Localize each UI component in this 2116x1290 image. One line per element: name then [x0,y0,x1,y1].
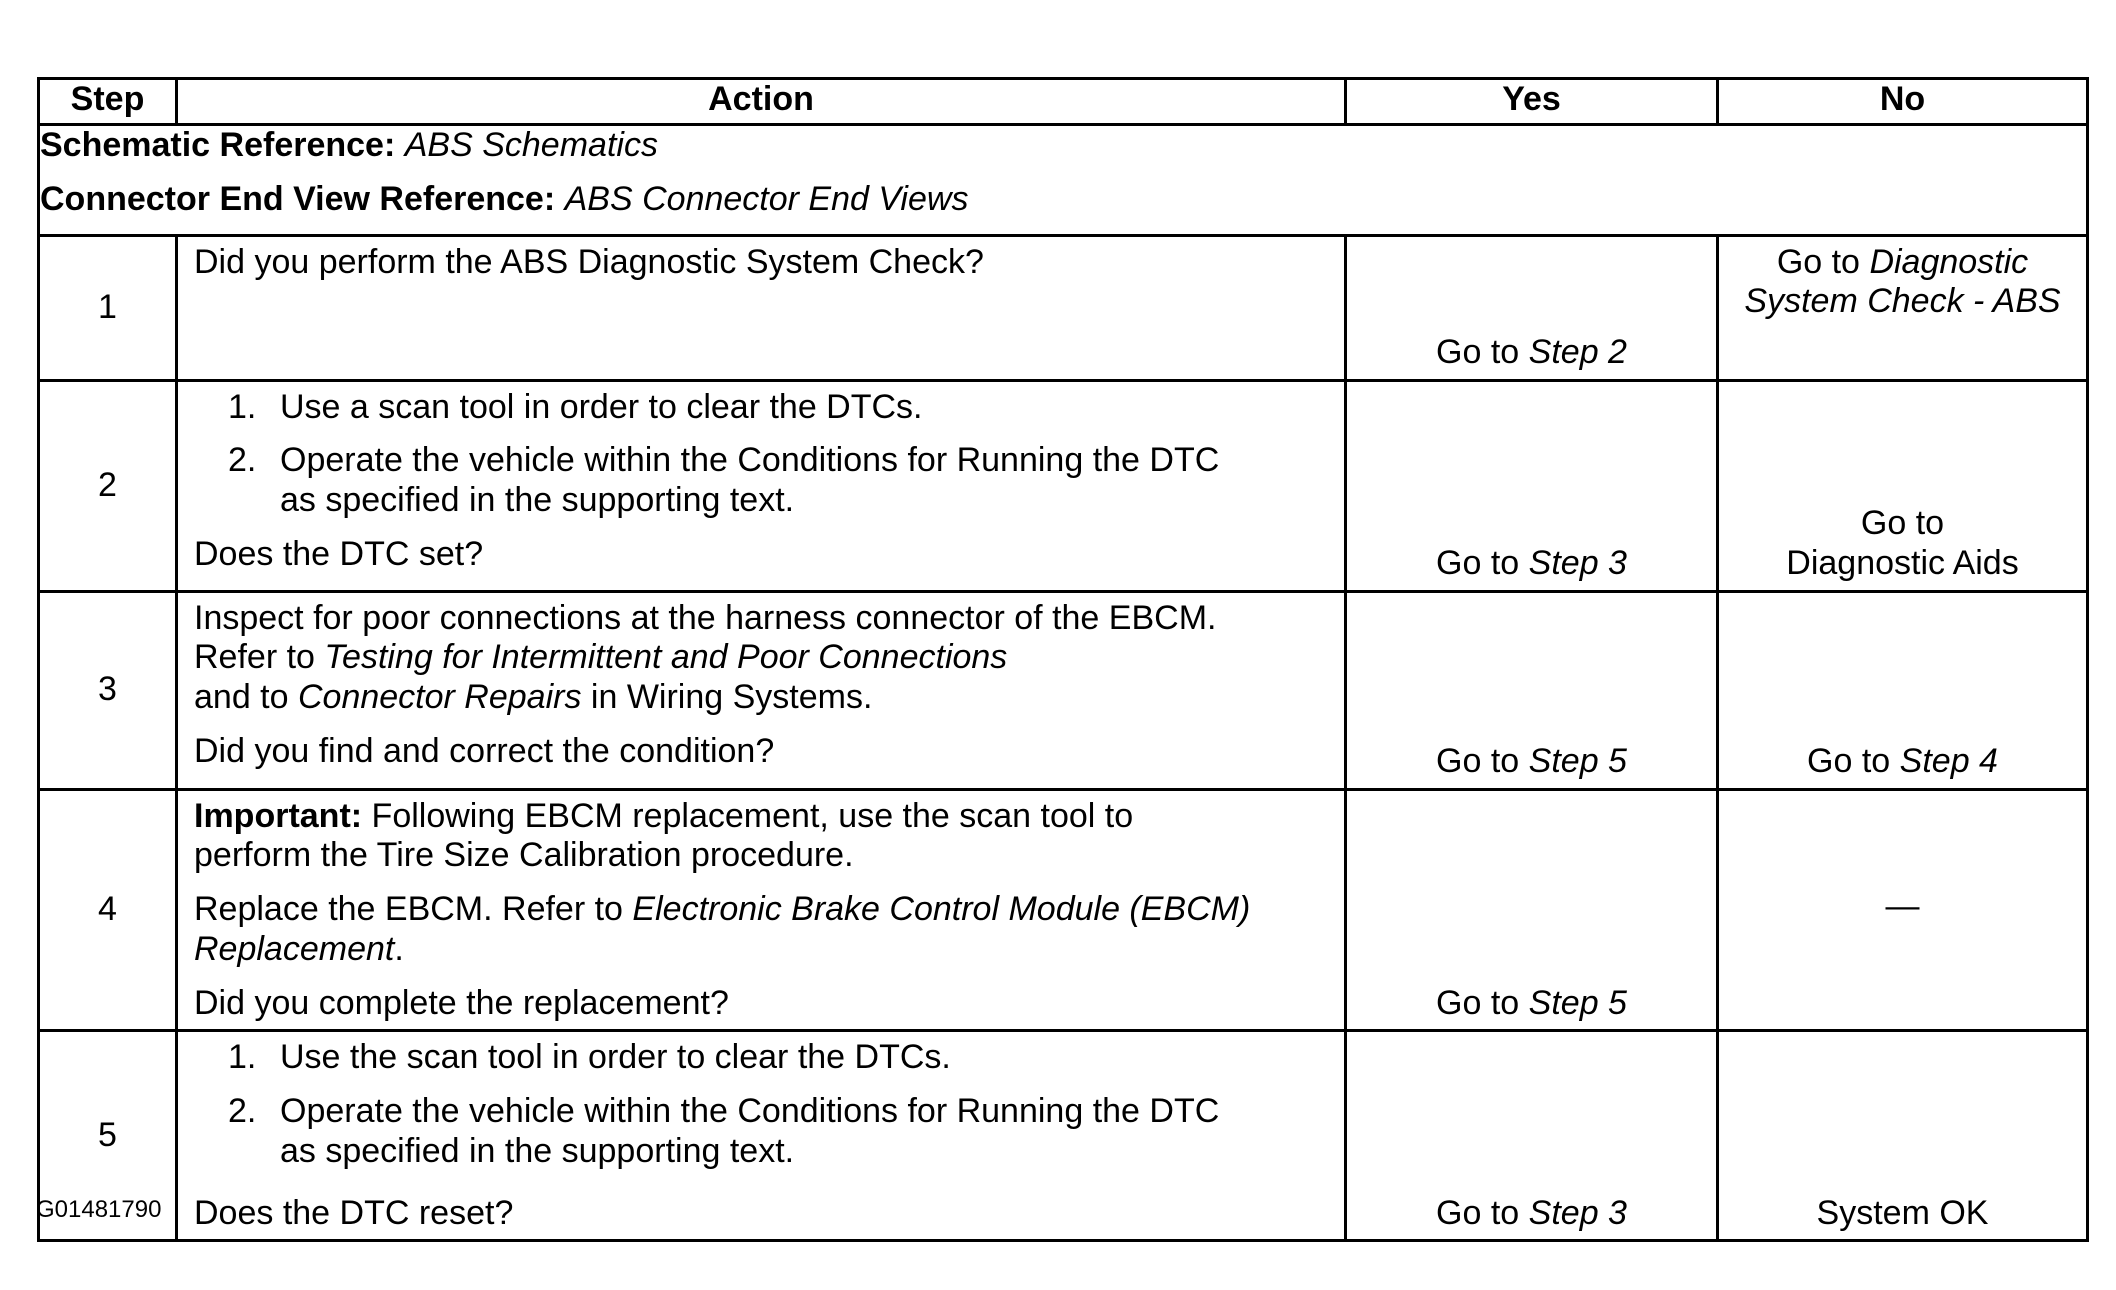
table-row [39,1031,2088,1241]
yes-prefix: Go to [1436,1193,1520,1232]
list-item-number: 2. [228,441,257,480]
list-item-text: Operate the vehicle within the Conditions for Running the DTC [280,441,1220,480]
yes-prefix: Go to [1436,332,1520,371]
list-item [194,388,1330,428]
question-text: Did you perform the ABS Diagnostic System Check? [194,242,984,281]
replace-prefix: Replace the EBCM. Refer to [194,890,623,929]
list-item [194,1038,1330,1078]
table-row [39,235,2088,380]
yes-cell [1346,789,1718,1031]
header-yes: Yes [1346,79,1718,125]
action-cell [177,1031,1346,1241]
question-text: Did you find and correct the condition? [194,731,775,770]
no-cell [1718,591,2088,789]
no-cell [1718,1031,2088,1241]
yes-link[interactable]: Step 5 [1528,741,1627,780]
yes-prefix: Go to [1436,741,1520,780]
table-row [39,591,2088,789]
list-item-text-continued: as specified in the supporting text. [280,481,795,520]
question-text: Does the DTC reset? [194,1193,514,1232]
important-text: Following EBCM replacement, use the scan tool to [371,796,1134,835]
question-text: Does the DTC set? [194,534,484,573]
table-row [39,789,2088,1031]
connector-reference-label: Connector End View Reference: [40,179,556,218]
action-cell [177,380,1346,591]
header-row [39,79,2088,125]
figure-id: G01481790 [36,1196,162,1223]
yes-cell [1346,591,1718,789]
replace-suffix: . [394,929,404,968]
no-cell [1718,380,2088,591]
yes-prefix: Go to [1436,543,1520,582]
yes-link[interactable]: Step 3 [1528,543,1627,582]
step-number: 3 [39,591,177,789]
yes-link[interactable]: Step 5 [1528,983,1627,1022]
step-number: 4 [39,789,177,1031]
no-prefix: Go to [1860,504,1945,542]
action-text: Inspect for poor connections at the harness connector of the EBCM. [194,598,1217,637]
replace-link[interactable]: Electronic Brake Control Module (EBCM) [632,890,1251,929]
question-text: Did you complete the replacement? [194,983,729,1022]
schematic-reference [40,126,2086,166]
reference-row [39,125,2088,236]
refer-link[interactable]: Testing for Intermittent and Poor Connections [324,638,1008,677]
yes-link[interactable]: Step 2 [1528,332,1627,371]
list-item-text-continued: as specified in the supporting text. [280,1131,795,1170]
list-item-text: Operate the vehicle within the Conditions for Running the DTC [280,1092,1220,1131]
refer-prefix: and to [194,678,289,717]
list-item-text: Use the scan tool in order to clear the DTCs. [280,1038,951,1077]
action-cell [177,235,1346,380]
no-prefix: Go to [1776,242,1860,281]
refer-link[interactable]: Connector Repairs [297,678,582,717]
yes-prefix: Go to [1436,983,1520,1022]
schematic-reference-label: Schematic Reference: [40,126,396,164]
list-item-number: 1. [228,387,257,426]
diagnostic-table [37,77,2089,1242]
refer-suffix: in Wiring Systems. [590,678,873,717]
header-no: No [1718,79,2088,125]
refer-prefix: Refer to [194,638,315,677]
step-number: 1 [39,235,177,380]
replace-link-continued[interactable]: Replacement [194,929,395,968]
no-link-continued[interactable]: System Check - ABS [1744,282,2061,321]
no-link[interactable]: Diagnostic Aids [1786,543,2019,582]
list-item [194,1092,1330,1172]
yes-cell [1346,235,1718,380]
connector-reference-value: ABS Connector End Views [564,179,969,218]
no-link[interactable]: Step 4 [1899,741,1998,780]
yes-cell [1346,380,1718,591]
reference-cell [39,125,2088,236]
list-item-number: 1. [228,1038,257,1077]
no-cell [1718,235,2088,380]
connector-reference [40,180,2086,220]
header-action: Action [177,79,1346,125]
yes-cell [1346,1031,1718,1241]
step-number: 2 [39,380,177,591]
no-value: — [1885,887,1920,926]
action-cell [177,789,1346,1031]
important-text-continued: perform the Tire Size Calibration procedure. [194,836,854,875]
no-link[interactable]: Diagnostic [1869,242,2029,281]
action-cell [177,591,1346,789]
yes-link[interactable]: Step 3 [1528,1193,1627,1232]
list-item-number: 2. [228,1092,257,1131]
important-label: Important: [194,796,363,835]
list-item-text: Use a scan tool in order to clear the DTCs. [280,387,923,426]
header-step: Step [39,79,177,125]
step-number: 5 [39,1031,177,1241]
table-row [39,380,2088,591]
no-value: System OK [1816,1193,1989,1232]
list-item [194,441,1330,521]
no-cell [1718,789,2088,1031]
schematic-reference-value: ABS Schematics [404,126,658,164]
no-prefix: Go to [1807,741,1891,780]
